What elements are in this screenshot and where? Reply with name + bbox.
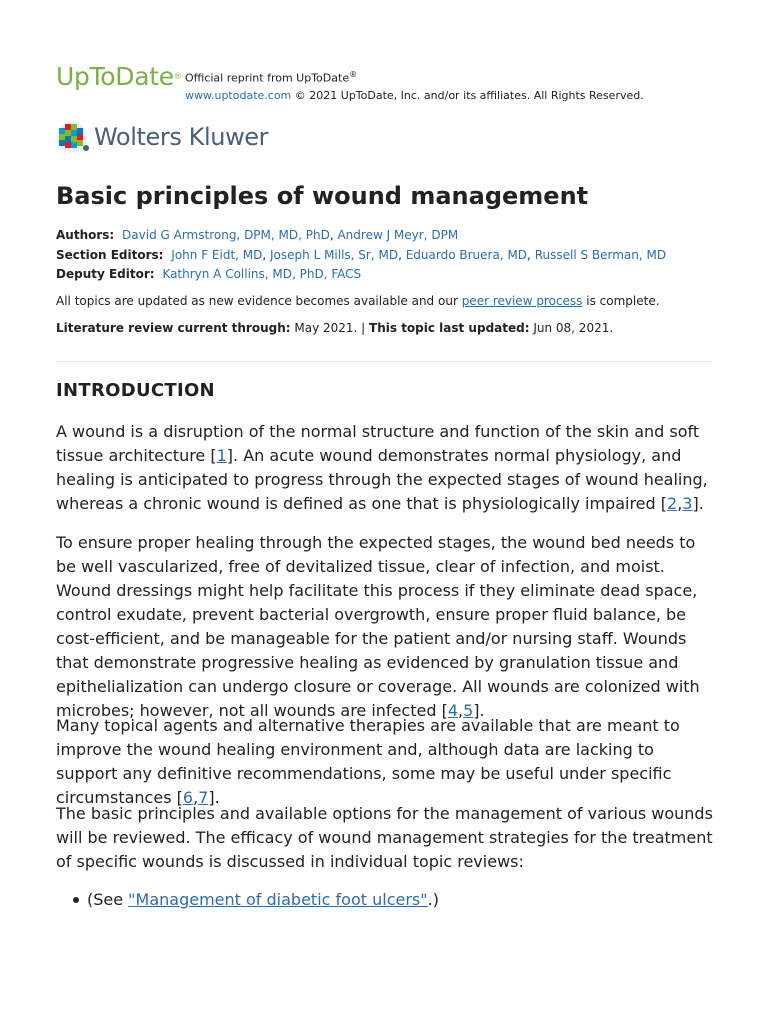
- reference-link[interactable]: 5: [463, 701, 474, 720]
- paragraph: The basic principles and available options for the management of various wounds will be reviewed. The efficacy of wound management strategies for the treatment of specific wounds is discussed in individual topic reviews:: [56, 804, 713, 871]
- topic-review-list: [56, 888, 439, 912]
- deputy-editor-label: Deputy Editor:: [56, 267, 155, 281]
- uptodate-logo[interactable]: [56, 62, 182, 91]
- section-editor-link[interactable]: John F Eidt, MD: [171, 248, 263, 262]
- bullet-icon: [73, 897, 79, 903]
- uptodate-registered-mark: ®: [173, 71, 182, 81]
- section-editors-row: Section Editors: John F Eidt, MD, Joseph L Mills, Sr, MD, Eduardo Bruera, MD, Russell S Berman, MD: [56, 248, 667, 262]
- section-editor-link[interactable]: Joseph L Mills, Sr, MD: [270, 248, 399, 262]
- section-editors-label: Section Editors:: [56, 248, 164, 262]
- reference-link[interactable]: 7: [198, 788, 209, 807]
- uptodate-site-link[interactable]: www.uptodate.com: [185, 88, 292, 102]
- peer-review-link[interactable]: peer review process: [461, 294, 583, 308]
- reference-link[interactable]: 2: [667, 494, 678, 513]
- section-heading: INTRODUCTION: [56, 380, 215, 401]
- reference-link[interactable]: 6: [182, 788, 194, 807]
- authors-label: Authors:: [56, 228, 115, 242]
- reprint-notice: [185, 66, 644, 104]
- author-link[interactable]: Andrew J Meyr, DPM: [337, 228, 459, 242]
- wolters-kluwer-logo: [56, 121, 268, 153]
- page-title: Basic principles of wound management: [56, 182, 589, 210]
- reference-link[interactable]: 4: [447, 701, 458, 720]
- author-link[interactable]: David G Armstrong, DPM, MD, PhD: [122, 228, 330, 242]
- update-note: All topics are updated as new evidence becomes available and our peer review process is complete.: [56, 294, 660, 308]
- wolters-kluwer-mosaic-icon: [56, 121, 90, 153]
- section-editor-link[interactable]: Russell S Berman, MD: [534, 248, 667, 262]
- literature-review-row: [56, 321, 613, 335]
- divider: [56, 361, 712, 362]
- deputy-editor-link[interactable]: Kathryn A Collins, MD, PhD, FACS: [162, 267, 362, 281]
- reference-link[interactable]: 1: [216, 446, 227, 465]
- reprint-line: Official reprint from UpToDate®: [185, 70, 358, 85]
- paragraph: A wound is a disruption of the normal structure and function of the skin and soft tissue architecture [1]. An acute wound demonstrates normal physiology, and healing is anticipated to progress through the expected stages of wound healing, whereas a chronic wound is defined as one that is physiologically impaired [2,3].: [56, 422, 708, 513]
- reference-link[interactable]: 3: [682, 494, 693, 513]
- copyright-text: © 2021 UpToDate, Inc. and/or its affiliates. All Rights Reserved.: [294, 88, 644, 102]
- paragraph: Many topical agents and alternative therapies are available that are meant to improve the wound healing environment and, although data are lacking to support any definitive recommendations, some may be useful under specific circumstances [6,7].: [56, 716, 680, 807]
- last-updated-value: Jun 08, 2021.: [529, 321, 614, 335]
- last-updated-label: This topic last updated:: [369, 321, 530, 335]
- copyright-line: [185, 87, 644, 104]
- lit-review-label: Literature review current through:: [56, 321, 291, 335]
- lit-review-value: May 2021. |: [290, 321, 370, 335]
- wolters-kluwer-wordmark: Wolters Kluwer: [94, 123, 269, 151]
- uptodate-wordmark: UpToDate: [56, 62, 174, 91]
- paragraph: To ensure proper healing through the expected stages, the wound bed needs to be well vascularized, free of devitalized tissue, clear of infection, and moist. Wound dressings might help facilitate this process if they eliminate dead space, control exudate, prevent bacterial overgrowth, ensure proper fluid balance, be cost-efficient, and be manageable for the patient and/or nursing staff. Wounds that demonstrate progressive healing as evidenced by granulation tissue and epithelialization can undergo closure or coverage. All wounds are colonized with microbes; however, not all wounds are infected [4,5].: [56, 533, 700, 720]
- deputy-editor-row: [56, 267, 361, 281]
- topic-link[interactable]: "Management of diabetic foot ulcers": [128, 890, 428, 909]
- authors-row: Authors: David G Armstrong, DPM, MD, PhD, Andrew J Meyr, DPM: [56, 228, 459, 242]
- section-editor-link[interactable]: Eduardo Bruera, MD: [405, 248, 528, 262]
- list-item: (See "Management of diabetic foot ulcers".): [56, 888, 439, 912]
